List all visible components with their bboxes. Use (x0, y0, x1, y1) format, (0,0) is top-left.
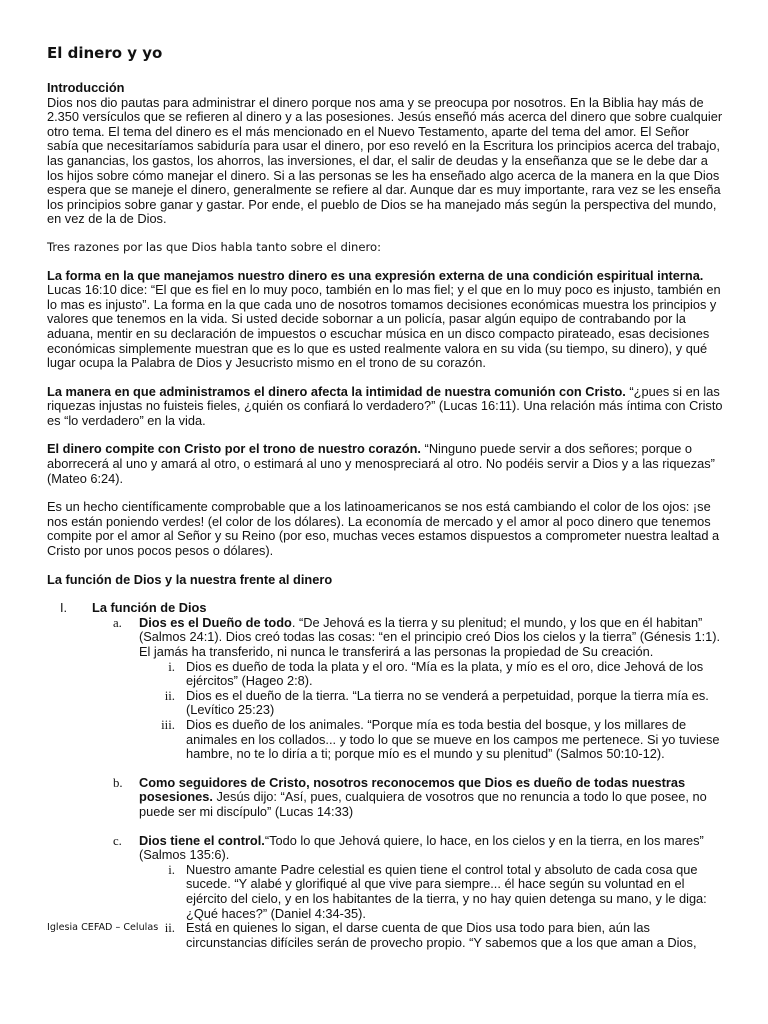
reason-1-title: La forma en la que manejamos nuestro dinero es una expresión externa de una condición espiritual interna. (47, 267, 704, 283)
item-a-sub-i-marker: i. (168, 659, 175, 674)
item-c-sub-i-marker: i. (168, 862, 175, 877)
item-a-sub-ii-marker: ii. (164, 688, 175, 703)
three-reasons-heading: Tres razones por las que Dios habla tanto sobre el dinero: (47, 239, 382, 254)
reason-2 (47, 385, 723, 429)
item-a-sub-iii (47, 718, 723, 762)
item-c-title: Dios tiene el control. (139, 832, 265, 848)
reason-2-title: La manera en que administramos el dinero afecta la intimidad de nuestra comunión con Cristo. (47, 383, 626, 399)
item-a-text: . “De Jehová es la tierra y su plenitud; el mundo, y los que en él habitan” (Salmos 24:1). Dios creó todas las cosas: “en el principio creó Dios los cielos y la tierra” (Génesis 1:1). El jamás ha transferido, ni nunca le transferirá a las personas la propiedad de Su creación. (139, 614, 721, 659)
intro-heading: Introducción (47, 80, 125, 95)
item-b-title: Como seguidores de Cristo, nosotros reconocemos que Dios es dueño de todas nuestras posesiones. (139, 774, 686, 805)
item-a-sub-ii (47, 689, 723, 718)
item-a-sub-i (47, 660, 723, 689)
section-I (47, 601, 723, 616)
section-I-title: La función de Dios (92, 600, 207, 616)
item-a-sub-i-text: Dios es dueño de toda la plata y el oro. “Mía es la plata, y mío es el oro, dice Jehová de los ejércitos” (Hageo 2:8). (186, 658, 704, 689)
reason-1-text: Lucas 16:10 dice: “El que es fiel en lo muy poco, también en lo mas fiel; y el que en lo muy poco es injusto, también en lo mas es injusto”. La forma en la que cada uno de nosotros tomamos decisiones económicas muestra los principios y valores que tenemos en la vida. Si usted decide sobornar a un policía, pasar algún equipo de contrabando por la aduana, mentir en su declaración de impuestos o escuchar música en un disco compacto pirateado, esas decisiones económicas simplemente muestran que es lo que es usted realmente valora en su vida (su tiempo, su dinero), y qué lugar ocupa la Palabra de Dios y Jesucristo mismo en el trono de su corazón. (47, 282, 721, 371)
item-c-sub-ii-text: Está en quienes lo sigan, el darse cuenta de que Dios usa todo para bien, aún las circunstancias difíciles serán de provecho propio. “Y sabemos que a los que aman a Dios, (186, 920, 697, 950)
document-page (47, 44, 723, 950)
eyes-paragraph: Es un hecho científicamente comprobable que a los latinoamericanos se nos está cambiando el color de los ojos: ¡se nos están poniendo verdes! (el color de los dólares). La economía de mercado y el amor al poco dinero que tenemos compite por el amor al Señor y su Reino (por eso, muchas veces estamos dispuestos a comprometer nuestra lealtad a Cristo por unos pocos pesos o dólares). (47, 499, 720, 559)
item-c-marker: c. (113, 833, 122, 848)
item-a-sub-ii-text: Dios es el dueño de la tierra. “La tierra no se venderá a perpetuidad, porque la tierra mía es. (Levítico 25:23) (186, 687, 709, 718)
function-heading-text: La función de Dios y la nuestra frente al dinero (47, 571, 333, 587)
reason-2-text: “¿pues si en las riquezas injustas no fuisteis fieles, ¿quién os confiará lo verdadero?” (Lucas 16:11). Una relación más íntima con Cristo es “lo verdadero” en la vida. (47, 383, 723, 428)
item-a-sub-iii-marker: iii. (161, 717, 175, 732)
reason-1 (47, 269, 723, 371)
section-I-marker: I. (60, 600, 68, 616)
reason-3 (47, 442, 723, 486)
item-b-text: Jesús dijo: “Así, pues, cualquiera de vosotros que no renuncia a todo lo que posee, no puede ser mi discípulo” (Lucas 14:33) (139, 789, 707, 819)
reason-3-text: “Ninguno puede servir a dos señores; porque o aborrecerá al uno y amará al otro, o estimará al uno y menospreciará al otro. No podéis servir a Dios y a las riquezas” (Mateo 6:24). (47, 441, 715, 486)
intro-paragraph: Dios nos dio pautas para administrar el dinero porque nos ama y se preocupa por nosotros. En la Biblia hay más de 2.350 versículos que se refieren al dinero y a las posesiones. Jesús enseñó más acerca del dinero que sobre cualquier otro tema. El tema del dinero es el más mencionado en el Nuevo Testamento, aparte del tema del amor. El Señor sabía que necesitaríamos sabiduría para usar el dinero, por eso reveló en la Escritura los principios acerca del trabajo, las ganancias, los gastos, los ahorros, las inversiones, el dar, el salir de deudas y la enseñanza que se le debe dar a los hijos sobre cómo manejar el dinero. Si a las personas se les ha enseñado algo acerca de la manera en la que Dios espera que se maneje el dinero, generalmente se refiere al dar. Aunque dar es muy importante, rara vez se les enseña los principios sobre ganar y gastar. Por ende, el pueblo de Dios se ha manejado más según la perspectiva del mundo, en vez de la de Dios. (47, 94, 723, 227)
item-c-sub-i-text: Nuestro amante Padre celestial es quien tiene el control total y absoluto de cada cosa que sucede. “Y alabé y glorifiqué al que vive para siempre... él hace según su voluntad en el ejército del cielo, y en los habitantes de la tierra, y no hay quien detenga su mano, y le diga: ¿Qué haces?” (Daniel 4:34-35). (186, 861, 707, 921)
item-c (47, 834, 723, 863)
item-b-marker: b. (113, 775, 123, 790)
page-footer: Iglesia CEFAD – Celulas (47, 922, 159, 933)
item-c-sub-ii-marker: ii. (164, 921, 175, 936)
item-b (47, 776, 723, 820)
reason-3-title: El dinero compite con Cristo por el trono de nuestro corazón. (47, 441, 421, 457)
item-c-text: “Todo lo que Jehová quiere, lo hace, en los cielos y en la tierra, en los mares” (Salmos 135:6). (139, 832, 704, 863)
item-a-sub-iii-text: Dios es dueño de los animales. “Porque mía es toda bestia del bosque, y los millares de animales en los collados... y todo lo que se mueve en los campos me pertenece. Si yo tuviese hambre, no te lo diría a ti; porque mío es el mundo y su plenitud” (Salmos 50:10-12). (186, 716, 720, 762)
item-a (47, 616, 723, 660)
page-title: El dinero y yo (47, 44, 163, 62)
item-a-marker: a. (113, 615, 122, 630)
item-c-sub-i (47, 863, 723, 921)
item-a-title: Dios es el Dueño de todo (139, 614, 292, 630)
function-heading (47, 573, 723, 588)
